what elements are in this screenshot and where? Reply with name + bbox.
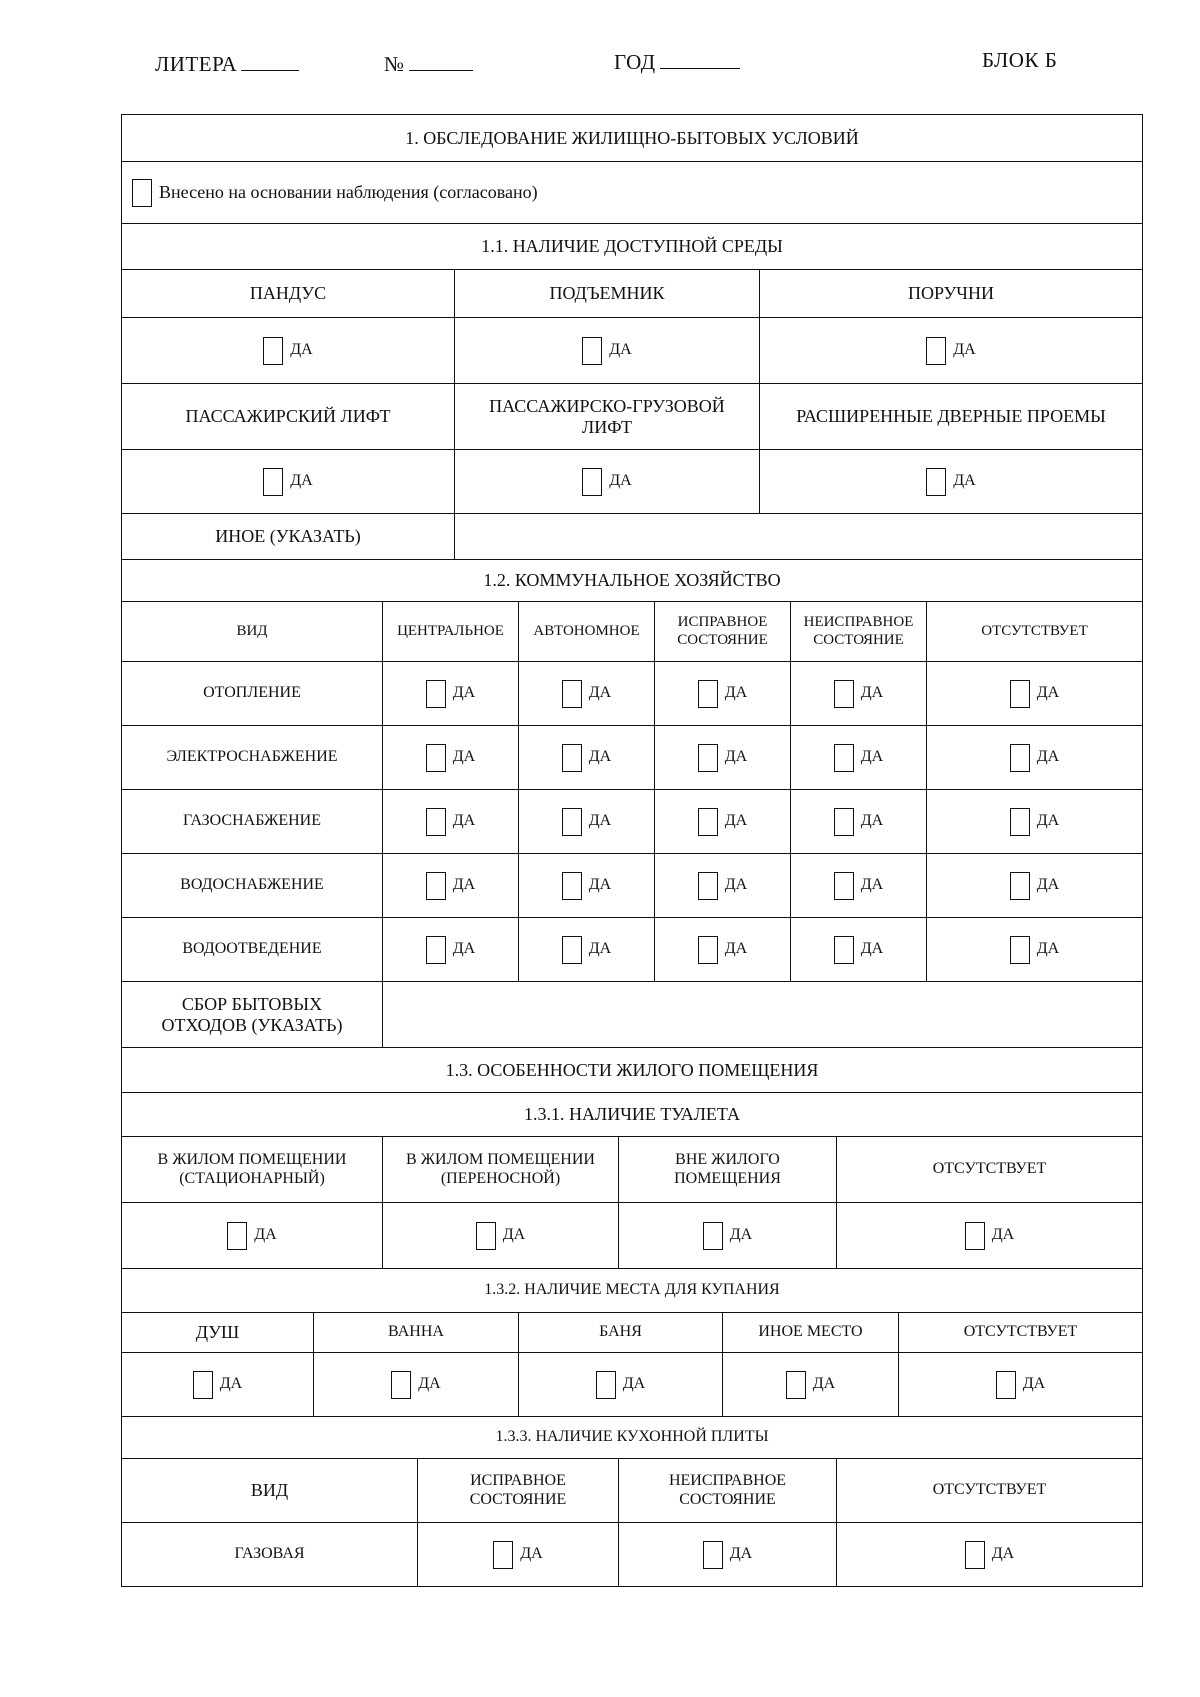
- utilities-row-water: [121, 854, 1143, 918]
- accessible-other-row: [121, 514, 1143, 560]
- stove-faulty-cell: [619, 1523, 837, 1586]
- yes-label: ДА: [290, 472, 313, 490]
- bath-banya-cell: [519, 1353, 723, 1416]
- toilet-portable-cell: [383, 1203, 619, 1268]
- yes-label: ДА: [953, 472, 976, 490]
- observation-row: [121, 162, 1143, 224]
- waste-label: СБОР БЫТОВЫХ ОТХОДОВ (УКАЗАТЬ): [121, 982, 383, 1047]
- year-field: [614, 50, 740, 75]
- observation-note: Внесено на основании наблюдения (согласовано): [159, 182, 538, 203]
- ramp-checkbox[interactable]: [263, 337, 283, 365]
- yes-label: ДА: [452, 684, 476, 702]
- stove-col-absent: ОТСУТСТВУЕТ: [837, 1459, 1143, 1522]
- bath-check-row: [121, 1353, 1143, 1417]
- faulty-cell: [791, 790, 927, 853]
- utilities-header-row: [121, 602, 1143, 662]
- yes-label: ДА: [452, 876, 476, 894]
- utilities-waste-row: [121, 982, 1143, 1048]
- accessible-check-row-1: [121, 318, 1143, 384]
- absent-cell: [927, 918, 1143, 981]
- stove-absent-cell: [837, 1523, 1143, 1586]
- central-checkbox[interactable]: [426, 680, 446, 708]
- yes-label: ДА: [1036, 684, 1060, 702]
- yes-label: ДА: [1036, 876, 1060, 894]
- toilet-stationary-checkbox[interactable]: [227, 1222, 247, 1250]
- litera-field: [155, 52, 299, 77]
- bath-col-absent: ОТСУТСТВУЕТ: [899, 1313, 1143, 1352]
- bath-title-row: [121, 1269, 1143, 1313]
- yes-label: ДА: [860, 748, 884, 766]
- stove-faulty-checkbox[interactable]: [703, 1541, 723, 1569]
- working-cell: [655, 918, 791, 981]
- toilet-col-absent: ОТСУТСТВУЕТ: [837, 1137, 1143, 1202]
- header-passenger-elevator: ПАССАЖИРСКИЙ ЛИФТ: [121, 384, 455, 449]
- bath-shower-checkbox[interactable]: [193, 1371, 213, 1399]
- yes-label: ДА: [860, 940, 884, 958]
- freight-elevator-cell: [455, 450, 760, 513]
- yes-label: ДА: [609, 341, 632, 359]
- accessible-check-row-2: [121, 450, 1143, 514]
- working-checkbox[interactable]: [698, 808, 718, 836]
- utility-name: ГАЗОСНАБЖЕНИЕ: [121, 790, 383, 853]
- toilet-stationary-cell: [121, 1203, 383, 1268]
- autonomous-cell: [519, 918, 655, 981]
- wide-doors-checkbox[interactable]: [926, 468, 946, 496]
- header-freight-elevator: ПАССАЖИРСКО-ГРУЗОВОЙ ЛИФТ: [455, 384, 760, 449]
- working-checkbox[interactable]: [698, 744, 718, 772]
- utilities-row-sewage: [121, 918, 1143, 982]
- bath-col-shower: ДУШ: [121, 1313, 314, 1352]
- stove-working-cell: [418, 1523, 619, 1586]
- bath-other-cell: [723, 1353, 899, 1416]
- yes-label: ДА: [502, 1226, 526, 1244]
- other-label: ИНОЕ (УКАЗАТЬ): [121, 514, 455, 559]
- utilities-col-absent: ОТСУТСТВУЕТ: [927, 602, 1143, 661]
- yes-label: ДА: [588, 684, 612, 702]
- stove-absent-checkbox[interactable]: [965, 1541, 985, 1569]
- toilet-col-outside: ВНЕ ЖИЛОГО ПОМЕЩЕНИЯ: [619, 1137, 837, 1202]
- yes-label: ДА: [729, 1545, 753, 1563]
- central-checkbox[interactable]: [426, 744, 446, 772]
- bath-bathtub-checkbox[interactable]: [391, 1371, 411, 1399]
- autonomous-cell: [519, 662, 655, 725]
- yes-label: ДА: [452, 940, 476, 958]
- central-checkbox[interactable]: [426, 936, 446, 964]
- handrails-checkbox[interactable]: [926, 337, 946, 365]
- year-input[interactable]: [660, 50, 740, 69]
- utilities-title-row: [121, 560, 1143, 602]
- utilities-col-faulty: НЕИСПРАВНОЕ СОСТОЯНИЕ: [791, 602, 927, 661]
- absent-checkbox[interactable]: [1010, 936, 1030, 964]
- faulty-checkbox[interactable]: [834, 936, 854, 964]
- dwelling-title: 1.3. ОСОБЕННОСТИ ЖИЛОГО ПОМЕЩЕНИЯ: [121, 1048, 1143, 1092]
- bath-absent-checkbox[interactable]: [996, 1371, 1016, 1399]
- toilet-title-row: [121, 1093, 1143, 1137]
- stove-header-row: [121, 1459, 1143, 1523]
- bath-title: 1.3.2. НАЛИЧИЕ МЕСТА ДЛЯ КУПАНИЯ: [121, 1269, 1143, 1312]
- absent-cell: [927, 726, 1143, 789]
- bath-col-banya: БАНЯ: [519, 1313, 723, 1352]
- toilet-col-portable: В ЖИЛОМ ПОМЕЩЕНИИ (ПЕРЕНОСНОЙ): [383, 1137, 619, 1202]
- stove-col-faulty: НЕИСПРАВНОЕ СОСТОЯНИЕ: [619, 1459, 837, 1522]
- yes-label: ДА: [1036, 812, 1060, 830]
- stove-title: 1.3.3. НАЛИЧИЕ КУХОННОЙ ПЛИТЫ: [121, 1417, 1143, 1458]
- faulty-checkbox[interactable]: [834, 680, 854, 708]
- yes-label: ДА: [588, 748, 612, 766]
- yes-label: ДА: [452, 748, 476, 766]
- bath-banya-checkbox[interactable]: [596, 1371, 616, 1399]
- lift-platform-cell: [455, 318, 760, 383]
- utilities-col-type: ВИД: [121, 602, 383, 661]
- year-label: ГОД: [614, 50, 656, 74]
- working-checkbox[interactable]: [698, 872, 718, 900]
- central-checkbox[interactable]: [426, 872, 446, 900]
- working-cell: [655, 726, 791, 789]
- yes-label: ДА: [724, 940, 748, 958]
- working-cell: [655, 790, 791, 853]
- yes-label: ДА: [588, 940, 612, 958]
- autonomous-cell: [519, 726, 655, 789]
- yes-label: ДА: [418, 1375, 441, 1393]
- bath-col-bathtub: ВАННА: [314, 1313, 519, 1352]
- toilet-outside-checkbox[interactable]: [703, 1222, 723, 1250]
- bath-col-other: ИНОЕ МЕСТО: [723, 1313, 899, 1352]
- central-cell: [383, 854, 519, 917]
- yes-label: ДА: [724, 812, 748, 830]
- handrails-cell: [760, 318, 1143, 383]
- observation-checkbox[interactable]: [132, 179, 152, 207]
- observation-cell: [121, 162, 1143, 223]
- utility-name: ВОДОСНАБЖЕНИЕ: [121, 854, 383, 917]
- absent-checkbox[interactable]: [1010, 872, 1030, 900]
- faulty-cell: [791, 854, 927, 917]
- bath-header-row: [121, 1313, 1143, 1353]
- yes-label: ДА: [953, 341, 976, 359]
- faulty-cell: [791, 662, 927, 725]
- absent-checkbox[interactable]: [1010, 808, 1030, 836]
- yes-label: ДА: [622, 1375, 646, 1393]
- toilet-col-stationary: В ЖИЛОМ ПОМЕЩЕНИИ (СТАЦИОНАРНЫЙ): [121, 1137, 383, 1202]
- waste-input[interactable]: [383, 982, 1143, 1047]
- working-cell: [655, 854, 791, 917]
- header-wide-doors: РАСШИРЕННЫЕ ДВЕРНЫЕ ПРОЕМЫ: [760, 384, 1143, 449]
- yes-label: ДА: [991, 1226, 1015, 1244]
- yes-label: ДА: [219, 1375, 243, 1393]
- litera-label: ЛИТЕРА: [155, 52, 238, 76]
- header-ramp: ПАНДУС: [121, 270, 455, 317]
- faulty-cell: [791, 726, 927, 789]
- toilet-absent-cell: [837, 1203, 1143, 1268]
- other-input[interactable]: [455, 514, 1143, 559]
- litera-input[interactable]: [241, 52, 299, 71]
- autonomous-checkbox[interactable]: [562, 872, 582, 900]
- working-cell: [655, 662, 791, 725]
- accessible-header-row-2: [121, 384, 1143, 450]
- bath-other-checkbox[interactable]: [786, 1371, 806, 1399]
- central-cell: [383, 790, 519, 853]
- utilities-row-electricity: [121, 726, 1143, 790]
- central-cell: [383, 918, 519, 981]
- section1-title: 1. ОБСЛЕДОВАНИЕ ЖИЛИЩНО-БЫТОВЫХ УСЛОВИЙ: [121, 115, 1143, 161]
- absent-cell: [927, 662, 1143, 725]
- utilities-row-heating: [121, 662, 1143, 726]
- yes-label: ДА: [860, 812, 884, 830]
- autonomous-cell: [519, 790, 655, 853]
- faulty-cell: [791, 918, 927, 981]
- number-label: №: [384, 52, 405, 76]
- stove-gas-label: ГАЗОВАЯ: [121, 1523, 418, 1586]
- yes-label: ДА: [254, 1226, 277, 1244]
- section1-title-row: [121, 114, 1143, 162]
- number-input[interactable]: [409, 52, 473, 71]
- accessible-title: 1.1. НАЛИЧИЕ ДОСТУПНОЙ СРЕДЫ: [121, 224, 1143, 269]
- freight-elevator-checkbox[interactable]: [582, 468, 602, 496]
- stove-col-type: ВИД: [121, 1459, 418, 1522]
- yes-label: ДА: [1036, 748, 1060, 766]
- yes-label: ДА: [724, 876, 748, 894]
- autonomous-checkbox[interactable]: [562, 936, 582, 964]
- toilet-portable-checkbox[interactable]: [476, 1222, 496, 1250]
- central-cell: [383, 662, 519, 725]
- dwelling-title-row: [121, 1048, 1143, 1093]
- toilet-check-row: [121, 1203, 1143, 1269]
- bath-shower-cell: [121, 1353, 314, 1416]
- passenger-elevator-cell: [121, 450, 455, 513]
- ramp-cell: [121, 318, 455, 383]
- yes-label: ДА: [860, 684, 884, 702]
- stove-col-working: ИСПРАВНОЕ СОСТОЯНИЕ: [418, 1459, 619, 1522]
- utility-name: ОТОПЛЕНИЕ: [121, 662, 383, 725]
- utilities-col-central: ЦЕНТРАЛЬНОЕ: [383, 602, 519, 661]
- yes-label: ДА: [991, 1545, 1015, 1563]
- passenger-elevator-checkbox[interactable]: [263, 468, 283, 496]
- utility-name: ЭЛЕКТРОСНАБЖЕНИЕ: [121, 726, 383, 789]
- utilities-col-autonomous: АВТОНОМНОЕ: [519, 602, 655, 661]
- yes-label: ДА: [588, 812, 612, 830]
- yes-label: ДА: [812, 1375, 836, 1393]
- autonomous-checkbox[interactable]: [562, 680, 582, 708]
- toilet-outside-cell: [619, 1203, 837, 1268]
- yes-label: ДА: [1036, 940, 1060, 958]
- autonomous-checkbox[interactable]: [562, 744, 582, 772]
- absent-checkbox[interactable]: [1010, 744, 1030, 772]
- header-handrails: ПОРУЧНИ: [760, 270, 1143, 317]
- stove-gas-row: [121, 1523, 1143, 1587]
- utilities-row-gas: [121, 790, 1143, 854]
- autonomous-checkbox[interactable]: [562, 808, 582, 836]
- absent-cell: [927, 854, 1143, 917]
- stove-title-row: [121, 1417, 1143, 1459]
- absent-checkbox[interactable]: [1010, 680, 1030, 708]
- working-checkbox[interactable]: [698, 680, 718, 708]
- stove-working-checkbox[interactable]: [493, 1541, 513, 1569]
- wide-doors-cell: [760, 450, 1143, 513]
- bath-bathtub-cell: [314, 1353, 519, 1416]
- utilities-col-working: ИСПРАВНОЕ СОСТОЯНИЕ: [655, 602, 791, 661]
- faulty-checkbox[interactable]: [834, 744, 854, 772]
- yes-label: ДА: [724, 748, 748, 766]
- faulty-checkbox[interactable]: [834, 808, 854, 836]
- autonomous-cell: [519, 854, 655, 917]
- number-field: [384, 52, 473, 77]
- central-checkbox[interactable]: [426, 808, 446, 836]
- yes-label: ДА: [724, 684, 748, 702]
- yes-label: ДА: [609, 472, 632, 490]
- accessible-title-row: [121, 224, 1143, 270]
- working-checkbox[interactable]: [698, 936, 718, 964]
- toilet-absent-checkbox[interactable]: [965, 1222, 985, 1250]
- yes-label: ДА: [1022, 1375, 1046, 1393]
- toilet-header-row: [121, 1137, 1143, 1203]
- accessible-header-row-1: [121, 270, 1143, 318]
- yes-label: ДА: [860, 876, 884, 894]
- utility-name: ВОДООТВЕДЕНИЕ: [121, 918, 383, 981]
- utilities-title: 1.2. КОММУНАЛЬНОЕ ХОЗЯЙСТВО: [121, 560, 1143, 601]
- toilet-title: 1.3.1. НАЛИЧИЕ ТУАЛЕТА: [121, 1093, 1143, 1136]
- bath-absent-cell: [899, 1353, 1143, 1416]
- yes-label: ДА: [588, 876, 612, 894]
- header-lift-platform: ПОДЪЕМНИК: [455, 270, 760, 317]
- yes-label: ДА: [520, 1545, 543, 1563]
- yes-label: ДА: [290, 341, 313, 359]
- lift-platform-checkbox[interactable]: [582, 337, 602, 365]
- yes-label: ДА: [729, 1226, 753, 1244]
- faulty-checkbox[interactable]: [834, 872, 854, 900]
- block-label: БЛОК Б: [982, 48, 1058, 72]
- yes-label: ДА: [452, 812, 476, 830]
- absent-cell: [927, 790, 1143, 853]
- central-cell: [383, 726, 519, 789]
